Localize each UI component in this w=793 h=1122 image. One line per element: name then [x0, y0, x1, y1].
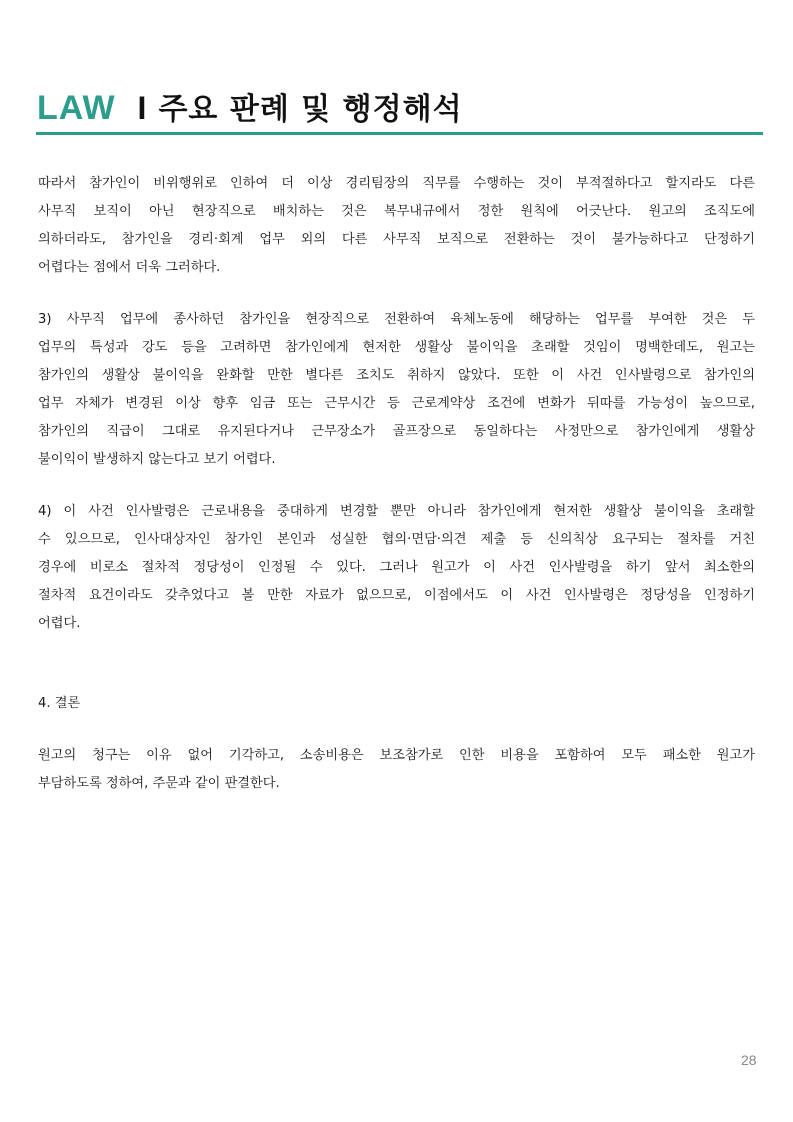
- text-line: 수 있으므로, 인사대상자인 참가인 본인과 성실한 협의·면담·의견 제출 등 신의칙상 요구되는 절차를 거친: [38, 532, 755, 547]
- header-divider: [36, 132, 763, 135]
- conclusion-heading: [38, 690, 755, 718]
- text-line: 업무의 특성과 강도 등을 고려하면 참가인에게 현저한 생활상 불이익을 초래할 것임이 명백한데도, 원고는: [38, 340, 755, 355]
- header-separator: I: [137, 90, 147, 126]
- section-heading: 4. 결론: [38, 696, 81, 711]
- text-line: 업무 자체가 변경된 이상 향후 임금 또는 근무시간 등 근로계약상 조건에 변화가 뒤따를 가능성이 높으므로,: [38, 396, 755, 411]
- text-line: 경우에 비로소 절차적 정당성이 인정될 수 있다. 그러나 원고가 이 사건 인사발령을 하기 앞서 최소한의: [38, 560, 755, 575]
- text-line: 어렵다.: [38, 616, 81, 631]
- header-row: [37, 84, 763, 130]
- text-line: 어렵다는 점에서 더욱 그러하다.: [38, 260, 221, 275]
- page-header: [37, 84, 763, 130]
- text-line: 따라서 참가인이 비위행위로 인하여 더 이상 경리팀장의 직무를 수행하는 것이 부적절하다고 할지라도 다른: [38, 176, 755, 191]
- text-line: 사무직 보직이 아닌 현장직으로 배치하는 것은 복무내규에서 정한 원칙에 어긋난다. 원고의 조직도에: [38, 204, 755, 219]
- text-line: 절차적 요건이라도 갖추었다고 볼 만한 자료가 없으므로, 이점에서도 이 사건 인사발령은 정당성을 인정하기: [38, 588, 755, 603]
- paragraph-item-3: [38, 306, 755, 474]
- document-body: [38, 170, 755, 798]
- text-line: 불이익이 발생하지 않는다고 보기 어렵다.: [38, 452, 276, 467]
- text-line: 참가인의 생활상 불이익을 완화할 만한 별다른 조치도 취하지 않았다. 또한 이 사건 인사발령으로 참가인의: [38, 368, 755, 383]
- text-line: 참가인의 직급이 그대로 유지된다거나 근무장소가 골프장으로 동일하다는 사정만으로 참가인에게 생활상: [38, 424, 755, 439]
- text-line: 3) 사무직 업무에 종사하던 참가인을 현장직으로 전환하여 육체노동에 해당하는 업무를 부여한 것은 두: [38, 312, 755, 327]
- paragraph-conclusion: [38, 742, 755, 798]
- text-line: 4) 이 사건 인사발령은 근로내용을 중대하게 변경할 뿐만 아니라 참가인에게 현저한 생활상 불이익을 초래할: [38, 504, 755, 519]
- text-line: 원고의 청구는 이유 없어 기각하고, 소송비용은 보조참가로 인한 비용을 포함하여 모두 패소한 원고가: [38, 748, 755, 763]
- page-title: 주요 판례 및 행정해석: [158, 92, 463, 127]
- text-line: 의하더라도, 참가인을 경리·회계 업무 외의 다른 사무직 보직으로 전환하는 것이 불가능하다고 단정하기: [38, 232, 755, 247]
- paragraph-item-4: [38, 498, 755, 638]
- text-line: 부담하도록 정하여, 주문과 같이 판결한다.: [38, 776, 280, 791]
- page-number: 28: [741, 1052, 757, 1068]
- section-label: LAW: [37, 89, 116, 127]
- paragraph-continuation: [38, 170, 755, 282]
